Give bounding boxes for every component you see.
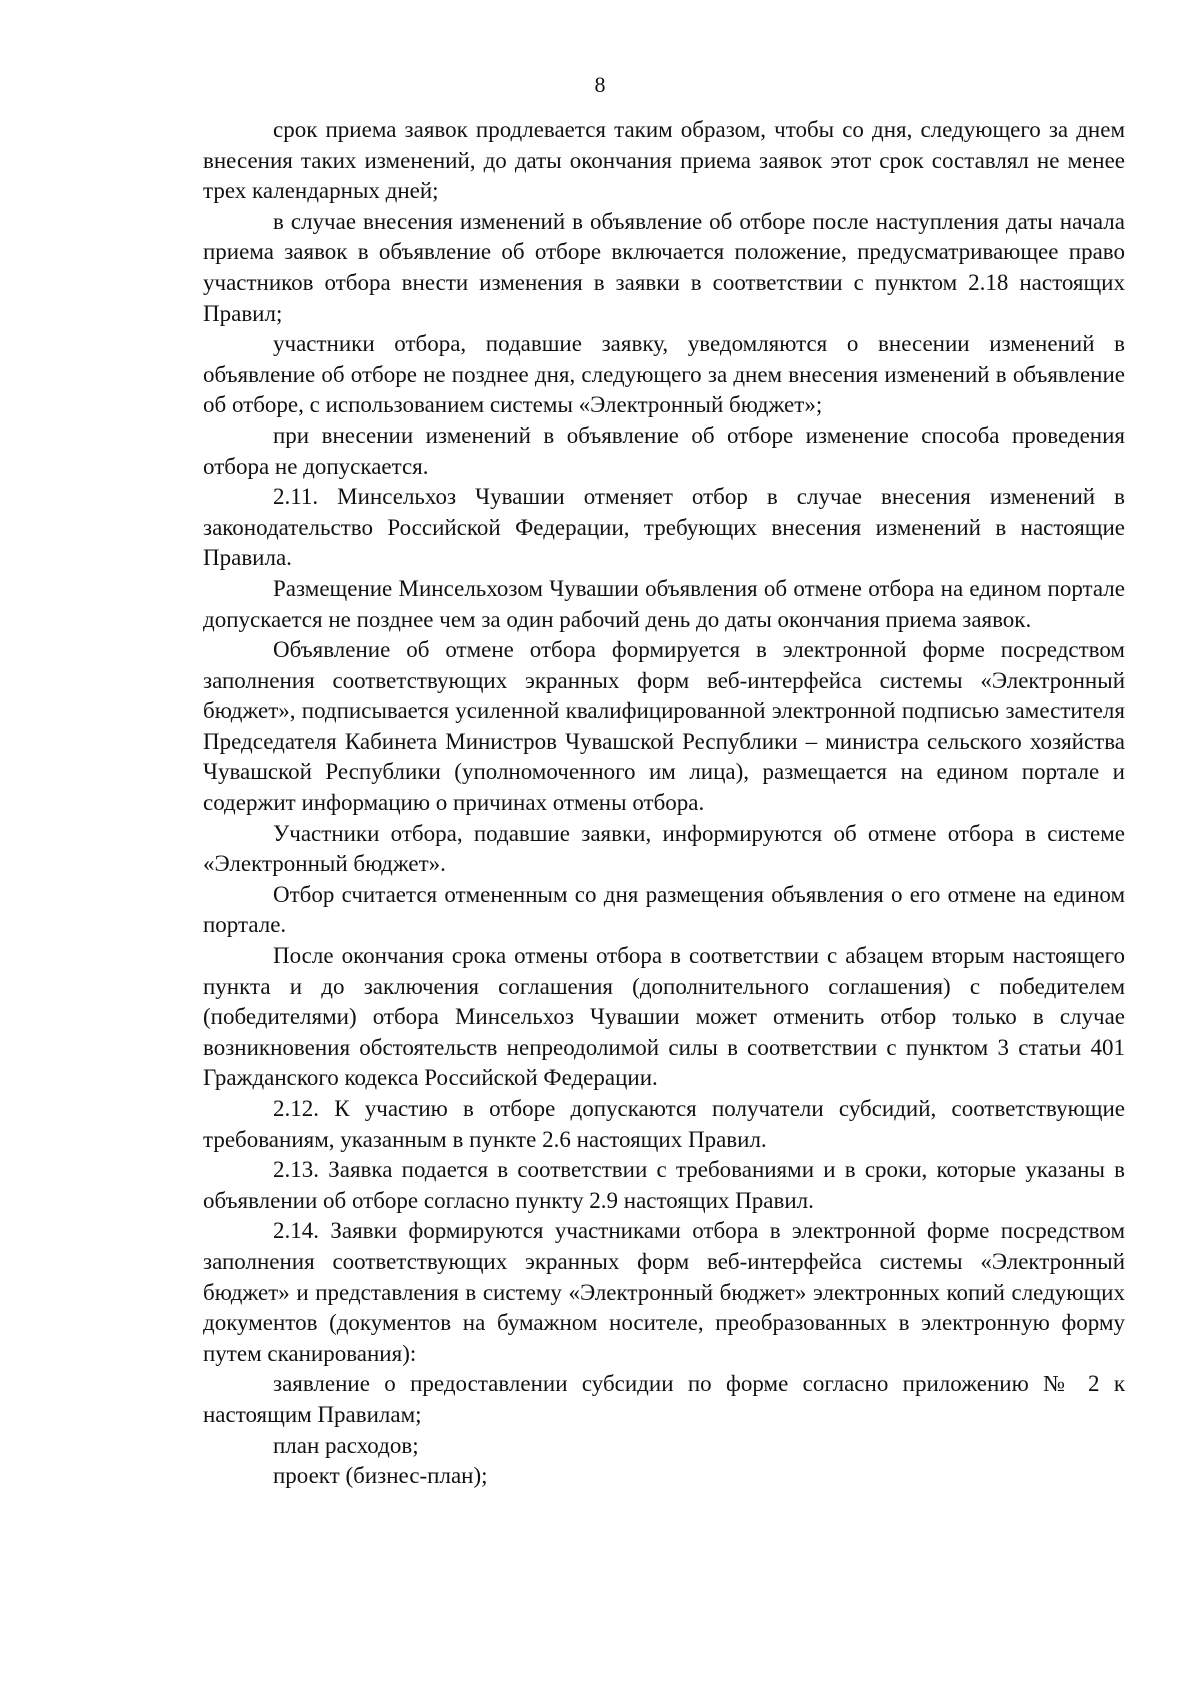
paragraph: 2.12. К участию в отборе допускаются получатели субсидий, соответствующие требованиям, указанным в пункте 2.6 настоящих Правил. — [203, 1096, 1125, 1152]
paragraph: проект (бизнес-план); — [273, 1463, 488, 1489]
paragraph: участники отбора, подавшие заявку, уведомляются о внесении изменений в объявление об отборе не позднее дня, следующего за днем внесения изменений в объявление об отборе, с использованием системы «Электронный бюджет»; — [203, 331, 1125, 418]
paragraph: Объявление об отмене отбора формируется в электронной форме посредством заполнения соответствующих экранных форм веб-интерфейса системы «Электронный бюджет», подписывается усиленной квалифицированной электронной подписью заместителя Председателя Кабинета Министров Чувашской Республики – министра сельского хозяйства Чувашской Республики (уполномоченного им лица), размещается на едином портале и содержит информацию о причинах отмены отбора. — [203, 637, 1125, 816]
document-body — [203, 115, 1125, 1492]
paragraph: 2.13. Заявка подается в соответствии с требованиями и в сроки, которые указаны в объявлении об отборе согласно пункту 2.9 настоящих Правил. — [203, 1157, 1125, 1213]
paragraph: план расходов; — [273, 1432, 419, 1458]
paragraph: 2.14. Заявки формируются участниками отбора в электронной форме посредством заполнения соответствующих экранных форм веб-интерфейса системы «Электронный бюджет» и представления в систему «Электронный бюджет» электронных копий следующих документов (документов на бумажном носителе, преобразованных в электронную форму путем сканирования): — [203, 1218, 1125, 1366]
paragraph: После окончания срока отмены отбора в соответствии с абзацем вторым настоящего пункта и до заключения соглашения (дополнительного соглашения) с победителем (победителями) отбора Минсельхоз Чувашии может отменить отбор только в случае возникновения обстоятельств непреодолимой силы в соответствии с пунктом 3 статьи 401 Гражданского кодекса Российской Федерации. — [203, 943, 1125, 1091]
paragraph: 2.11. Минсельхоз Чувашии отменяет отбор в случае внесения изменений в законодательство Российской Федерации, требующих внесения изменений в настоящие Правила. — [203, 484, 1125, 571]
paragraph: Отбор считается отмененным со дня размещения объявления о его отмене на едином портале. — [203, 881, 1125, 938]
paragraph: заявление о предоставлении субсидии по форме согласно приложению № 2 к настоящим Правилам; — [203, 1371, 1125, 1427]
page-number: 8 — [594, 72, 606, 97]
paragraph: срок приема заявок продлевается таким образом, чтобы со дня, следующего за днем внесения таких изменений, до даты окончания приема заявок этот срок составлял не менее трех календарных дней; — [203, 117, 1125, 204]
paragraph: Участники отбора, подавшие заявки, информируются об отмене отбора в системе «Электронный бюджет». — [203, 820, 1125, 877]
paragraph: в случае внесения изменений в объявление об отборе после наступления даты начала приема заявок в объявление об отборе включается положение, предусматривающее право участников отбора внести изменения в заявки в соответствии с пунктом 2.18 настоящих Правил; — [203, 208, 1125, 326]
paragraph: Размещение Минсельхозом Чувашии объявления об отмене отбора на едином портале допускается не позднее чем за один рабочий день до даты окончания приема заявок. — [203, 575, 1125, 632]
paragraph: при внесении изменений в объявление об отборе изменение способа проведения отбора не допускается. — [203, 422, 1125, 479]
